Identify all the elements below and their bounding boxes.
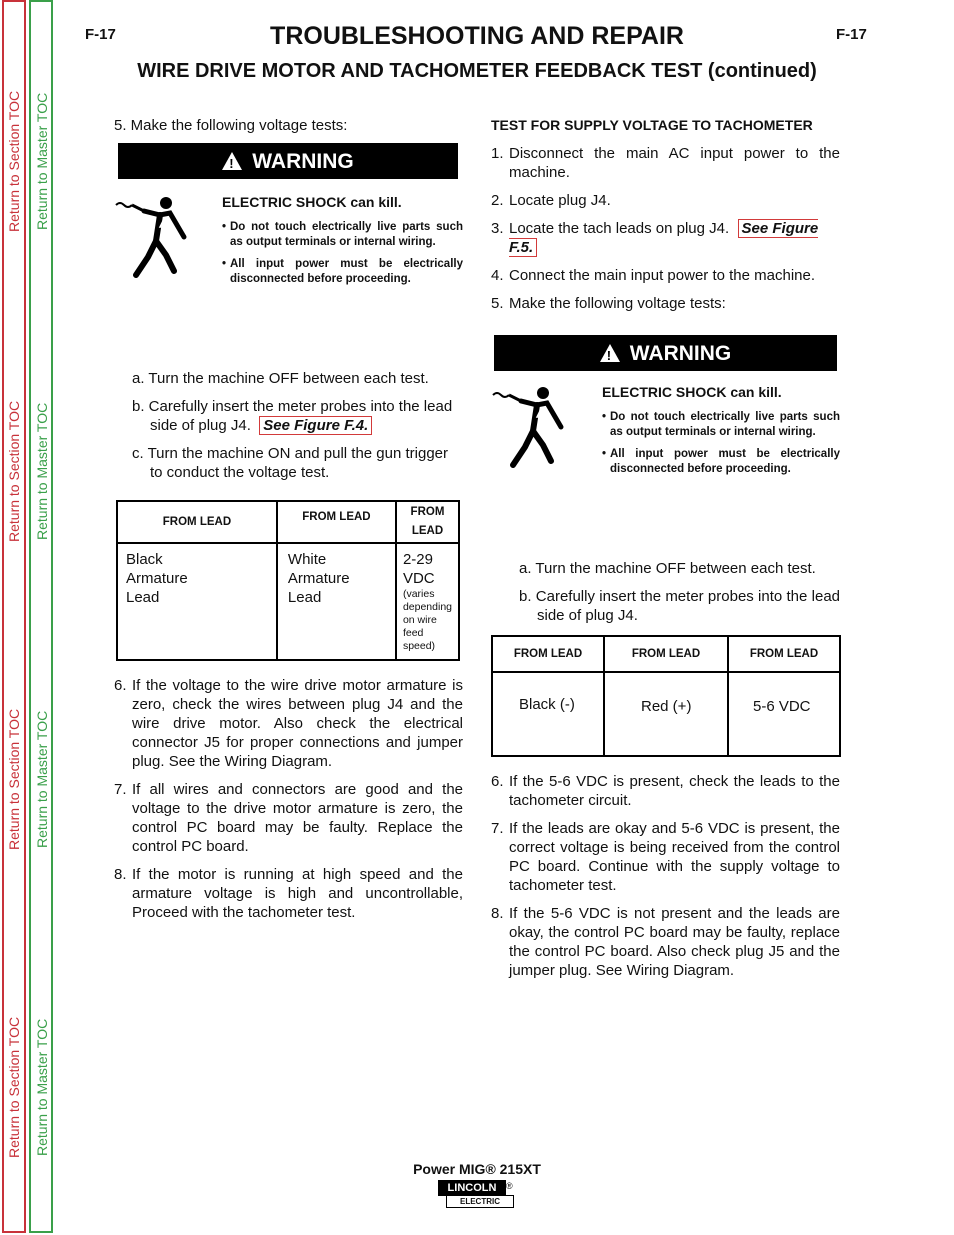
right-step-1: Disconnect the main AC input power to the machine.: [509, 145, 840, 181]
left-step-8: If the motor is running at high speed and the armature voltage is high and uncontrollable, Proceed with the tachometer test.: [132, 866, 463, 921]
warning-label: WARNING: [252, 149, 354, 173]
table-cell: Black (-): [492, 672, 604, 756]
table-cell: 5-6 VDC: [728, 672, 840, 756]
page-subtitle: WIRE DRIVE MOTOR AND TACHOMETER FEEDBACK TEST (continued): [137, 60, 817, 82]
left-voltage-table: [116, 500, 460, 661]
right-step-3: Locate the tach leads on plug J4. See Figure F.5.: [509, 220, 819, 256]
page-number-right: F-17: [836, 26, 867, 43]
right-step-6: If the 5-6 VDC is present, check the leads to the tachometer circuit.: [509, 773, 840, 809]
return-section-toc-link-1[interactable]: Return to Section TOC: [6, 90, 22, 232]
lincoln-electric-logo: LINCOLN ® ELECTRIC: [436, 1180, 516, 1208]
table-cell-note: (varies depending on wire feed speed): [402, 588, 453, 652]
table-cell: White Armature Lead: [277, 543, 396, 660]
warning-bullet-1: Do not touch electrically live parts such as output terminals or internal wiring.: [230, 221, 463, 248]
right-step-a: a. Turn the machine OFF between each test.: [519, 560, 816, 577]
return-section-toc-link-4[interactable]: Return to Section TOC: [6, 1016, 22, 1158]
footer-model: Power MIG® 215XT: [413, 1161, 541, 1177]
right-column: TEST FOR SUPPLY VOLTAGE TO TACHOMETER 1. Disconnect the main AC input power to the machine. 2. Locate plug J4. 3. Locate the tach leads on plug J4. See Figure F.5. 4. Connect the main input power to the machine. 5. Make the following voltage tests: ! WARNING ELECTRIC SHOCK can kill. • Do not touch electrically live parts such as output terminals or internal wiring. • All input power must be electrically disconnected before proceeding. a. Turn the machine OFF between each test. b. Carefully insert the meter probes into the lead side of plug J4. FROM LEAD FROM LEAD FROM LEAD Black (-) Red (+) 5-6 VDC 6. If the 5-6 VDC is present, check the leads to the tachometer circuit. 7. If the leads are okay and 5-6 VDC is present, the correct voltage is being received from the control PC board. Continue with the supply voltage to tachometer test. 8. If the 5-6 VDC is not present and the leads are okay, the control PC board may be faulty, replace the control PC board. Also check plug J5 and the jumper plug. See Wiring Diagram.: [491, 116, 840, 980]
warning-triangle-icon: [600, 344, 620, 362]
table-header: FROM LEAD: [492, 636, 604, 672]
return-master-toc-link-4[interactable]: Return to Master TOC: [34, 1018, 50, 1156]
right-step-5: Make the following voltage tests:: [509, 295, 726, 312]
warning-banner-right: [494, 335, 837, 371]
page-number-left: F-17: [85, 26, 116, 43]
left-column: 5. Make the following voltage tests: ! WARNING ELECTRIC SHOCK can kill. • Do not touch electrically live parts such as output terminals or internal wiring. • All input power must be electrically disconnected before proceeding. a. Turn the machine OFF between each test. b. Carefully insert the meter probes into the lead side of plug J4. See Figure F.4. c. Turn the machine ON and pull the gun trigger to conduct the voltage test. FROM LEAD FROM LEAD FROM LEAD Black Armature Lead White Armature Lead 2-29 VDC (varies depending on wire feed speed) 6. If the voltage to the wire drive motor armature is zero, check the wires between plug J4 and the wire drive motor. Also check the electrical connector J5 for proper connections and jumper plug. See the Wiring Diagram. 7. If all wires and connectors are good and the voltage to the drive motor armature is zero, the control PC board may be faulty. Replace the control PC board. 8. If the motor is running at high speed and the armature voltage is high and uncontrollable, Proceed with the tachometer test.: [114, 116, 463, 922]
warning-box-left: ELECTRIC SHOCK can kill. • Do not touch electrically live parts such as output terminals or internal wiring. • All input power must be electrically disconnected before proceeding.: [114, 193, 463, 343]
left-step-b: b. Carefully insert the meter probes into the lead side of plug J4. See Figure F.4.: [132, 398, 453, 434]
right-step-8: If the 5-6 VDC is not present and the leads are okay, the control PC board may be faulty, replace the control PC board. Also check plug J5 and the jumper plug. See Wiring Diagram.: [509, 905, 840, 979]
left-step-c: c. Turn the machine ON and pull the gun trigger to conduct the voltage test.: [132, 445, 449, 481]
electric-shock-heading: ELECTRIC SHOCK can kill.: [222, 194, 402, 210]
right-step-4: Connect the main input power to the machine.: [509, 267, 816, 284]
electric-shock-person-icon: [114, 193, 214, 303]
table-header: FROM LEAD: [117, 501, 277, 543]
warning-bullet-2: All input power must be electrically disconnected before proceeding.: [610, 448, 840, 475]
left-step-6: If the voltage to the wire drive motor armature is zero, check the wires between plug J4 and the wire drive motor. Also check the electrical connector J5 for proper connections and jumper plug. See the Wiring Diagram.: [132, 677, 463, 770]
table-cell: Black Armature Lead: [117, 543, 277, 660]
table-header: FROM LEAD: [728, 636, 840, 672]
warning-bullet-1: Do not touch electrically live parts such as output terminals or internal wiring.: [610, 411, 840, 438]
return-section-toc-link-2[interactable]: Return to Section TOC: [6, 400, 22, 542]
electric-shock-person-icon: [491, 383, 591, 493]
right-step-b: b. Carefully insert the meter probes into the lead side of plug J4.: [519, 588, 840, 624]
electric-shock-heading: ELECTRIC SHOCK can kill.: [602, 384, 782, 400]
return-master-toc-link-1[interactable]: Return to Master TOC: [34, 92, 50, 230]
warning-triangle-icon: [222, 152, 242, 170]
table-header: FROM LEAD: [396, 501, 459, 543]
left-step-7: If all wires and connectors are good and the voltage to the drive motor armature is zero, the control PC board may be faulty. Replace the control PC board.: [132, 781, 463, 855]
warning-bullet-2: All input power must be electrically disconnected before proceeding.: [230, 258, 463, 285]
right-heading: TEST FOR SUPPLY VOLTAGE TO TACHOMETER: [491, 117, 813, 133]
left-step-5: 5. Make the following voltage tests:: [114, 117, 348, 134]
right-voltage-table: [491, 635, 841, 757]
right-step-2: Locate plug J4.: [509, 192, 611, 209]
right-step-7: If the leads are okay and 5-6 VDC is present, the correct voltage is being received from the control PC board. Continue with the supply voltage to tachometer test.: [509, 820, 840, 894]
return-master-toc-link-2[interactable]: Return to Master TOC: [34, 402, 50, 540]
return-master-toc-link-3[interactable]: Return to Master TOC: [34, 710, 50, 848]
table-cell: Red (+): [604, 672, 728, 756]
left-step-a: a. Turn the machine OFF between each test.: [132, 370, 429, 387]
return-section-toc-link-3[interactable]: Return to Section TOC: [6, 708, 22, 850]
warning-box-right: ELECTRIC SHOCK can kill. • Do not touch electrically live parts such as output terminals or internal wiring. • All input power must be electrically disconnected before proceeding.: [491, 383, 840, 533]
table-header: FROM LEAD: [277, 501, 396, 543]
see-figure-f5-link[interactable]: See Figure F.5.: [509, 220, 819, 256]
page-title: TROUBLESHOOTING AND REPAIR: [270, 22, 684, 50]
warning-label: WARNING: [629, 341, 732, 365]
table-header: FROM LEAD: [604, 636, 728, 672]
see-figure-f4-link[interactable]: See Figure F.4.: [259, 416, 372, 435]
table-cell: 2-29 VDC (varies depending on wire feed speed): [396, 543, 459, 660]
warning-banner-left: [118, 143, 458, 179]
